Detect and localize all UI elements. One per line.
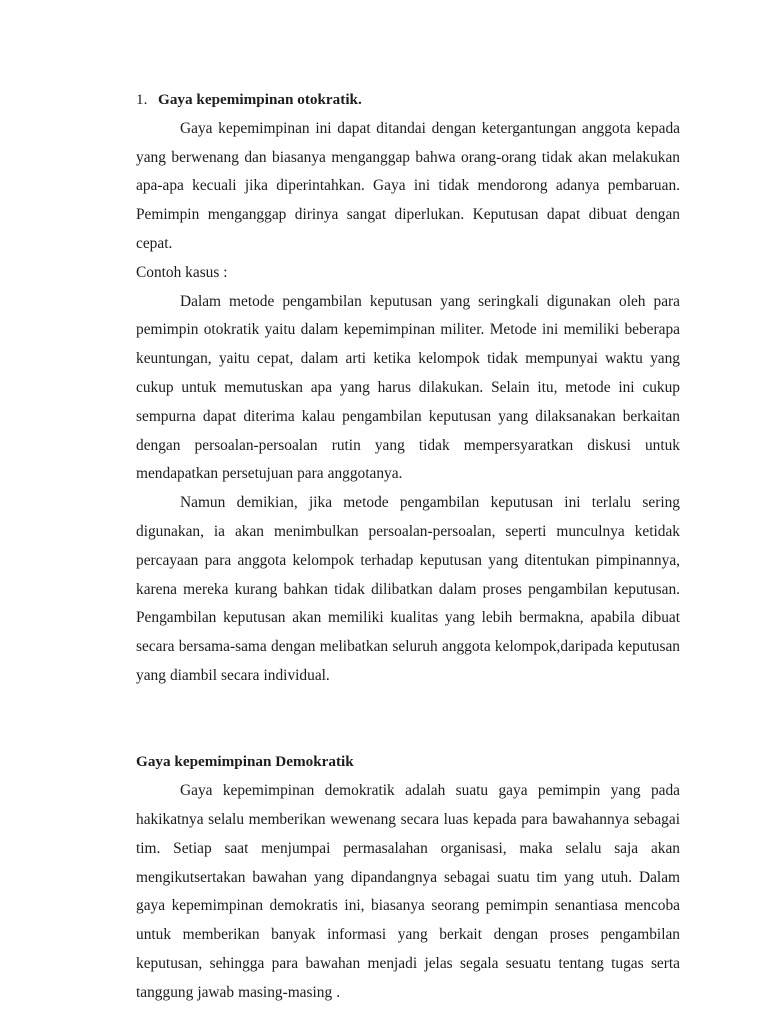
paragraph: Dalam metode pengambilan keputusan yang seringkali digunakan oleh para pemimpin otokratik yaitu dalam kepemimpinan militer. Metode ini memiliki beberapa keuntungan, yaitu cepat, dalam arti ketika kelompok tidak mempunyai waktu yang cukup untuk memutuskan apa yang harus dilakukan. Selain itu, metode ini cukup sempurna dapat diterima kalau pengambilan keputusan yang dilaksanakan berkaitan dengan persoalan-persoalan rutin yang tidak mempersyaratkan diskusi untuk mendapatkan persetujuan para anggotanya. xyxy=(136,292,680,483)
section-heading-demokratik: Gaya kepemimpinan Demokratik xyxy=(136,753,354,771)
paragraph: Gaya kepemimpinan ini dapat ditandai dengan ketergantungan anggota kepada yang berwenang dan biasanya menganggap bahwa orang-orang tidak akan melakukan apa-apa kecuali jika diperintahkan. Gaya ini tidak mendorong adanya pembaruan. Pemimpin menganggap dirinya sangat diperlukan. Keputusan dapat dibuat dengan cepat. xyxy=(136,119,680,252)
section-spacer xyxy=(136,691,680,749)
paragraph: Namun demikian, jika metode pengambilan keputusan ini terlalu sering digunakan, ia akan menimbulkan persoalan-persoalan, seperti munculnya ketidak percayaan para anggota kelompok terhadap keputusan yang ditentukan pimpinannya, karena mereka kurang bahkan tidak dilibatkan dalam proses pengambilan keputusan. Pengambilan keputusan akan memiliki kualitas yang lebih bermakna, apabila dibuat secara bersama-sama dengan melibatkan seluruh anggota kelompok,daripada keputusan yang diambil secara individual. xyxy=(136,494,680,684)
section-heading-text: Gaya kepemimpinan otokratik. xyxy=(158,91,362,108)
section-number: 1. xyxy=(136,91,148,108)
document-body xyxy=(136,86,680,1008)
paragraph-contoh-kasus: Contoh kasus : xyxy=(136,263,228,281)
section-heading-otokratik xyxy=(136,86,680,115)
paragraph: Gaya kepemimpinan demokratik adalah suatu gaya pemimpin yang pada hakikatnya selalu memberikan wewenang secara luas kepada para bawahannya sebagai tim. Setiap saat menjumpai permasalahan organisasi, maka selalu saja akan mengikutsertakan bawahan yang dipandangnya sebagai suatu tim yang utuh. Dalam gaya kepemimpinan demokratis ini, biasanya seorang pemimpin senantiasa mencoba untuk memberikan banyak informasi yang berkait dengan proses pengambilan keputusan, sehingga para bawahan menjadi jelas segala sesuatu tentang tugas serta tanggung jawab masing-masing . xyxy=(136,782,680,1001)
